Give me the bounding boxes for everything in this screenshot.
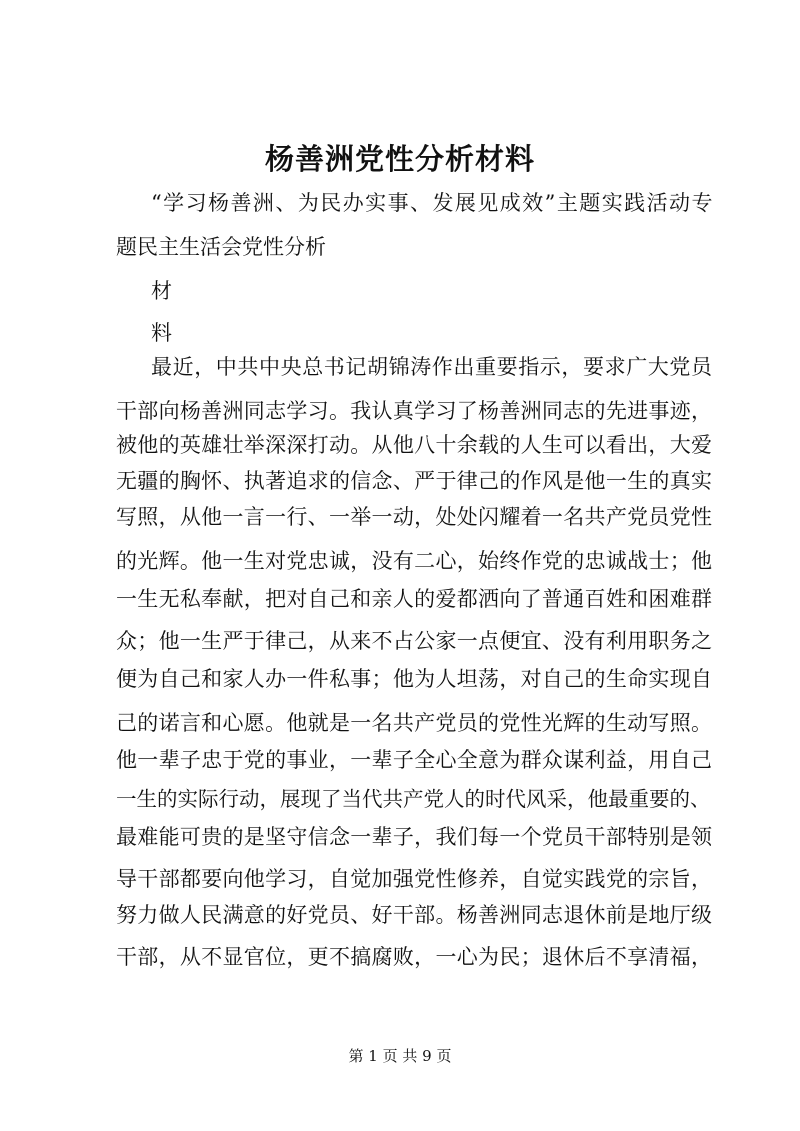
body-line: 他一辈子忠于党的事业，一辈子全心全意为群众谋利益，用自己 xyxy=(116,748,713,772)
body-line: 的光辉。他一生对党忠诚，没有二心，始终作党的忠诚战士；他 xyxy=(116,549,713,573)
body-line: 最难能可贵的是坚守信念一辈子，我们每一个党员干部特别是领 xyxy=(116,825,713,849)
subtitle-line: 题民主生活会党性分析 xyxy=(116,235,326,259)
page-number-footer: 第 1 页 共 9 页 xyxy=(348,1047,452,1065)
body-line: 无疆的胸怀、执著追求的信念、严于律己的作风是他一生的真实 xyxy=(116,469,713,493)
body-line: 写照，从他一言一行、一举一动，处处闪耀着一名共产党员党性 xyxy=(116,505,713,529)
body-line: 干部向杨善洲同志学习。我认真学习了杨善洲同志的先进事迹， xyxy=(116,399,713,423)
body-line: 导干部都要向他学习，自觉加强党性修养，自觉实践党的宗旨， xyxy=(116,867,713,891)
body-line: 一生的实际行动，展现了当代共产党人的时代风采，他最重要的、 xyxy=(116,787,711,811)
body-line: 干部，从不显官位，更不搞腐败，一心为民；退休后不享清福， xyxy=(116,945,713,969)
body-line: 便为自己和家人办一件私事；他为人坦荡，对自己的生命实现自 xyxy=(116,667,713,691)
heading-char: 材 xyxy=(151,279,172,303)
subtitle-line: “学习杨善洲、为民办实事、发展见成效”主题实践活动专 xyxy=(151,191,714,215)
body-line: 努力做人民满意的好党员、好干部。杨善洲同志退休前是地厅级 xyxy=(116,903,713,927)
document-title: 杨善洲党性分析材料 xyxy=(264,142,535,176)
body-line: 被他的英雄壮举深深打动。从他八十余载的人生可以看出，大爱 xyxy=(116,433,713,457)
heading-char: 料 xyxy=(151,321,172,345)
body-line: 众；他一生严于律己，从来不占公家一点便宜、没有利用职务之 xyxy=(116,629,713,653)
body-line: 己的诺言和心愿。他就是一名共产党员的党性光辉的生动写照。 xyxy=(116,711,713,735)
body-line: 一生无私奉献，把对自己和亲人的爱都洒向了普通百姓和困难群 xyxy=(116,587,713,611)
body-line: 最近，中共中央总书记胡锦涛作出重要指示，要求广大党员 xyxy=(151,355,713,379)
